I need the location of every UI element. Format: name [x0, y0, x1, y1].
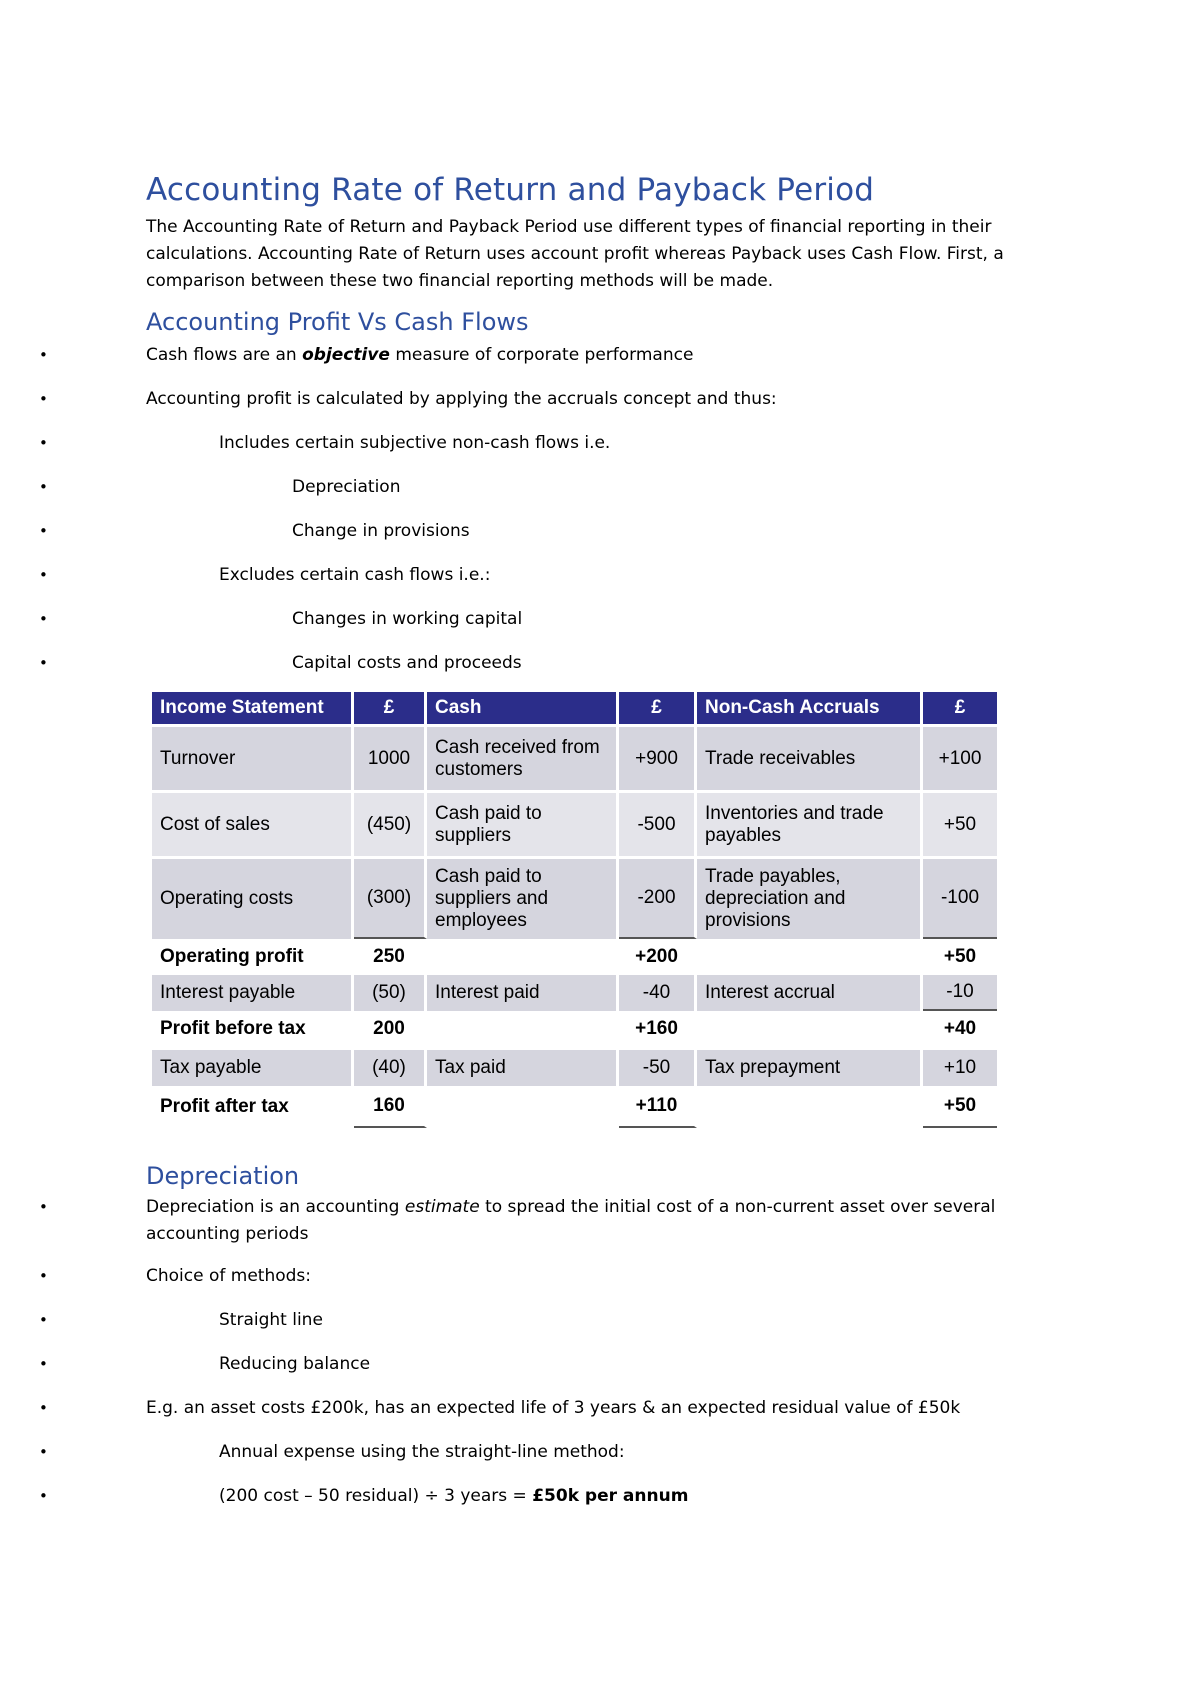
table-header-cell: Non-Cash Accruals — [697, 692, 923, 724]
table-header-row — [152, 692, 997, 724]
list-item-text: Depreciation — [292, 477, 401, 497]
page-title: Accounting Rate of Return and Payback Period — [146, 172, 875, 208]
list-item — [73, 342, 1066, 369]
table-header-cell: £ — [354, 692, 427, 724]
table-cell: Tax payable — [152, 1050, 354, 1086]
table-cell: (50) — [354, 975, 427, 1011]
list-item-text: Changes in working capital — [292, 609, 523, 629]
list-item-text: Excludes certain cash flows i.e.: — [219, 565, 491, 585]
table-cell: Operating costs — [152, 859, 354, 939]
table-header-cell: Cash — [427, 692, 619, 724]
table-row — [152, 859, 997, 939]
table-cell: -200 — [619, 859, 697, 939]
list-item — [73, 1194, 1066, 1248]
list-item — [73, 1263, 1066, 1290]
list-item-text: Includes certain subjective non-cash flows i.e. — [219, 433, 611, 453]
table-cell: 250 — [354, 939, 427, 975]
table-cell: +110 — [619, 1086, 697, 1128]
table-cell: Trade receivables — [697, 727, 923, 790]
table-row — [152, 727, 997, 790]
list-item — [73, 518, 1066, 545]
table-cell: +100 — [923, 727, 997, 790]
table-cell: Interest accrual — [697, 975, 923, 1011]
list-item — [73, 430, 1066, 457]
list-item-text: Depreciation is an accounting — [146, 1197, 405, 1217]
table-cell: 160 — [354, 1086, 427, 1128]
table-cell: 1000 — [354, 727, 427, 790]
table-cell: Interest payable — [152, 975, 354, 1011]
list-item-text: to spread the initial cost of a non-current asset over several accounting periods — [146, 1197, 996, 1244]
table-cell: (300) — [354, 859, 427, 939]
list-item — [73, 1351, 1066, 1378]
table-cell: Cash paid to suppliers — [427, 793, 619, 856]
table-cell: -500 — [619, 793, 697, 856]
list-item — [73, 386, 1066, 413]
table-cell: +900 — [619, 727, 697, 790]
table-cell: Inventories and trade payables — [697, 793, 923, 856]
list-item-text: measure of corporate performance — [389, 345, 694, 365]
table-cell: +200 — [619, 939, 697, 975]
table-cell — [427, 1086, 619, 1128]
table-header-cell: £ — [619, 692, 697, 724]
table-row — [152, 975, 997, 1011]
table-cell: Cost of sales — [152, 793, 354, 856]
table-cell — [697, 1011, 923, 1047]
list-item — [73, 1307, 1066, 1334]
list-item — [73, 650, 1066, 677]
list-item — [73, 562, 1066, 589]
table-cell: +50 — [923, 939, 997, 975]
list-item-text: E.g. an asset costs £200k, has an expected life of 3 years & an expected residual value of £50k — [146, 1398, 961, 1418]
table-cell — [697, 939, 923, 975]
list-item-text: (200 cost – 50 residual) ÷ 3 years = — [219, 1486, 533, 1506]
table-header-cell: £ — [923, 692, 997, 724]
section-heading-depreciation: Depreciation — [146, 1162, 300, 1190]
table-cell: (40) — [354, 1050, 427, 1086]
table-cell: -10 — [923, 975, 997, 1011]
table-cell: Turnover — [152, 727, 354, 790]
table-header-cell: Income Statement — [152, 692, 354, 724]
table-cell: Cash paid to suppliers and employees — [427, 859, 619, 939]
list-item-text: Annual expense using the straight-line method: — [219, 1442, 625, 1462]
comparison-table — [152, 692, 997, 1128]
table-cell: -40 — [619, 975, 697, 1011]
table-cell — [697, 1086, 923, 1128]
document-content — [146, 170, 1066, 694]
table-cell: Operating profit — [152, 939, 354, 975]
list-item-text: Choice of methods: — [146, 1266, 312, 1286]
table-cell: (450) — [354, 793, 427, 856]
table-cell: Interest paid — [427, 975, 619, 1011]
intro-paragraph: The Accounting Rate of Return and Payback Period use different types of financial reporting in their calculations. Accounting Rate of Return uses account profit whereas Payback uses Cash Flow. First, a comparison between these two financial reporting methods will be made. — [146, 217, 1004, 291]
list-item — [73, 474, 1066, 501]
list-item — [73, 1439, 1066, 1466]
table-cell: +40 — [923, 1011, 997, 1047]
list-item — [73, 606, 1066, 633]
table-cell: +50 — [923, 1086, 997, 1128]
list-item-text: Reducing balance — [219, 1354, 371, 1374]
table-cell: 200 — [354, 1011, 427, 1047]
table-row — [152, 1086, 997, 1128]
list-item — [73, 1395, 1066, 1422]
table-row — [152, 793, 997, 856]
table-cell: -100 — [923, 859, 997, 939]
depreciation-section — [146, 1160, 1066, 1527]
table-cell: Tax paid — [427, 1050, 619, 1086]
table-cell: +160 — [619, 1011, 697, 1047]
table-cell: Profit after tax — [152, 1086, 354, 1128]
table-cell: Trade payables, depreciation and provisions — [697, 859, 923, 939]
list-item-text: Cash flows are an — [146, 345, 303, 365]
table-cell — [427, 1011, 619, 1047]
table-row — [152, 1050, 997, 1086]
list-item — [73, 1483, 1066, 1510]
section-heading-accounting-profit: Accounting Profit Vs Cash Flows — [146, 308, 529, 336]
table-cell: -50 — [619, 1050, 697, 1086]
table-cell: Tax prepayment — [697, 1050, 923, 1086]
emphasis-text: estimate — [404, 1197, 480, 1217]
bold-text: £50k per annum — [532, 1486, 689, 1506]
list-item-text: Accounting profit is calculated by applying the accruals concept and thus: — [146, 389, 777, 409]
table-cell: Profit before tax — [152, 1011, 354, 1047]
table-cell — [427, 939, 619, 975]
list-item-text: Capital costs and proceeds — [292, 653, 522, 673]
depreciation-list — [146, 1194, 1066, 1510]
table-cell: +50 — [923, 793, 997, 856]
accounting-profit-list — [146, 342, 1066, 677]
table-cell: Cash received from customers — [427, 727, 619, 790]
table-row — [152, 939, 997, 975]
table-row — [152, 1011, 997, 1047]
list-item-text: Straight line — [219, 1310, 323, 1330]
list-item-text: Change in provisions — [292, 521, 470, 541]
table-cell: +10 — [923, 1050, 997, 1086]
emphasis-text: objective — [302, 345, 390, 365]
